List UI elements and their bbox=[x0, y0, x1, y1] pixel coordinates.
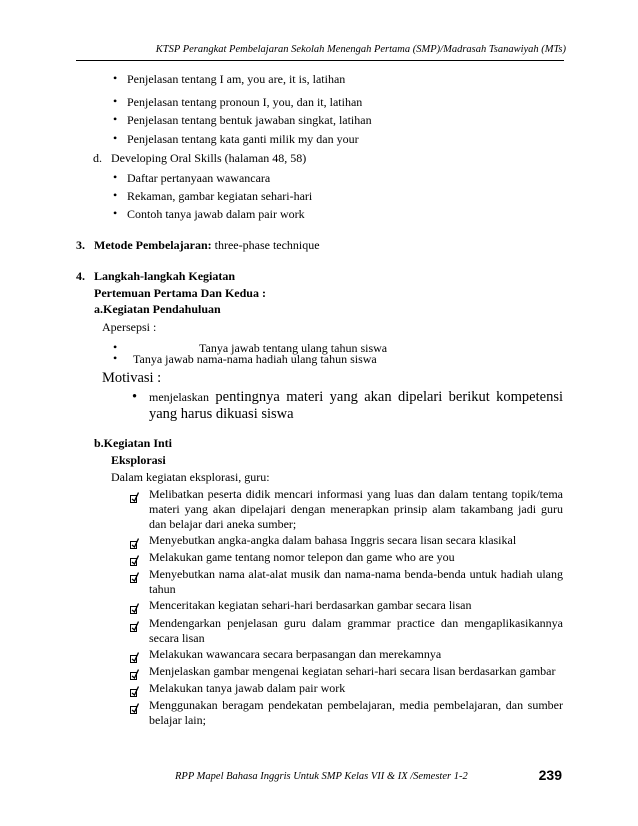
list-item: Tanya jawab nama-nama hadiah ulang tahun siswa bbox=[133, 352, 377, 366]
eksplorasi-title: Eksplorasi bbox=[111, 453, 166, 467]
checkbox-pencil-icon bbox=[130, 650, 139, 661]
page-number: 239 bbox=[538, 767, 562, 783]
checkbox-pencil-icon bbox=[130, 536, 139, 547]
section-d-label: d. bbox=[93, 151, 102, 165]
list-item: Penjelasan tentang I am, you are, it is, latihan bbox=[127, 72, 346, 86]
checkbox-pencil-icon bbox=[130, 701, 139, 712]
apersepsi-label: Apersepsi : bbox=[102, 320, 157, 334]
bullet-icon: • bbox=[113, 188, 118, 202]
list-item: Menjelaskan gambar mengenai kegiatan sehari-hari secara lisan berdasarkan gambar bbox=[149, 664, 556, 678]
section-3-label: Metode Pembelajaran: bbox=[94, 238, 212, 252]
list-item: Penjelasan tentang pronoun I, you, dan it, latihan bbox=[127, 95, 363, 109]
eksplorasi-intro: Dalam kegiatan eksplorasi, guru: bbox=[111, 470, 270, 484]
motivasi-lead: menjelaskan bbox=[149, 390, 209, 404]
motivasi-text bbox=[149, 389, 563, 423]
list-item: Melibatkan peserta didik mencari informasi yang luas dan dalam tentang topik/tema materi yang akan dipelajari dengan menerapkan prinsip alam takambang jadi guru dan belajar dari aneka sumber; bbox=[149, 487, 563, 531]
checkbox-pencil-icon bbox=[130, 570, 139, 581]
meeting-title: Pertemuan Pertama Dan Kedua : bbox=[94, 286, 266, 300]
bullet-icon: • bbox=[113, 170, 118, 184]
running-header: KTSP Perangkat Pembelajaran Sekolah Menengah Pertama (SMP)/Madrasah Tsanawiyah (MTs) bbox=[155, 44, 566, 55]
checkbox-pencil-icon bbox=[130, 601, 139, 612]
list-item: Penjelasan tentang bentuk jawaban singkat, latihan bbox=[127, 113, 372, 127]
checkbox-pencil-icon bbox=[130, 667, 139, 678]
motivasi-label: Motivasi : bbox=[102, 370, 162, 386]
bullet-icon: • bbox=[113, 340, 118, 354]
list-item: Menggunakan beragam pendekatan pembelajaran, media pembelajaran, dan sumber belajar lain; bbox=[149, 698, 563, 727]
bullet-icon: • bbox=[132, 389, 138, 405]
bullet-icon: • bbox=[113, 112, 118, 126]
section-3-number: 3. bbox=[76, 238, 85, 252]
motivasi-rest: pentingnya materi yang akan dipelari berikut kompetensi yang harus dikuasi siswa bbox=[149, 389, 564, 422]
section-d-title: Developing Oral Skills (halaman 48, 58) bbox=[111, 151, 307, 165]
section-4-number: 4. bbox=[76, 269, 85, 283]
list-item: Mendengarkan penjelasan guru dalam grammar practice dan mengaplikasikannya secara lisan bbox=[149, 616, 563, 645]
list-item: Tanya jawab tentang ulang tahun siswa bbox=[199, 341, 388, 355]
bullet-icon: • bbox=[113, 94, 118, 108]
list-item: Daftar pertanyaan wawancara bbox=[127, 171, 271, 185]
bullet-icon: • bbox=[113, 71, 118, 85]
section-4-title: Langkah-langkah Kegiatan bbox=[94, 269, 236, 283]
bullet-icon: • bbox=[113, 206, 118, 220]
running-footer: RPP Mapel Bahasa Inggris Untuk SMP Kelas VII & IX /Semester 1-2 bbox=[175, 771, 468, 782]
checkbox-pencil-icon bbox=[130, 619, 139, 630]
list-item: Menyebutkan nama alat-alat musik dan nama-nama benda-benda untuk hadiah ulang tahun bbox=[149, 567, 563, 596]
list-item: Melakukan tanya jawab dalam pair work bbox=[149, 681, 346, 695]
section-3-value: three-phase technique bbox=[214, 238, 320, 252]
list-item: Melakukan game tentang nomor telepon dan game who are you bbox=[149, 550, 455, 564]
header-rule bbox=[76, 60, 564, 61]
checkbox-pencil-icon bbox=[130, 553, 139, 564]
list-item: Melakukan wawancara secara berpasangan dan merekamnya bbox=[149, 647, 442, 661]
list-item: Contoh tanya jawab dalam pair work bbox=[127, 207, 305, 221]
kegiatan-inti-title: b.Kegiatan Inti bbox=[94, 436, 173, 450]
list-item: Rekaman, gambar kegiatan sehari-hari bbox=[127, 189, 313, 203]
kegiatan-pendahuluan-title: a.Kegiatan Pendahuluan bbox=[94, 302, 221, 316]
checkbox-pencil-icon bbox=[130, 684, 139, 695]
list-item: Penjelasan tentang kata ganti milik my dan your bbox=[127, 132, 359, 146]
checkbox-pencil-icon bbox=[130, 490, 139, 501]
bullet-icon: • bbox=[113, 351, 118, 365]
bullet-icon: • bbox=[113, 131, 118, 145]
list-item: Menyebutkan angka-angka dalam bahasa Inggris secara lisan secara klasikal bbox=[149, 533, 517, 547]
section-3-line bbox=[94, 238, 320, 253]
list-item: Menceritakan kegiatan sehari-hari berdasarkan gambar secara lisan bbox=[149, 598, 472, 612]
